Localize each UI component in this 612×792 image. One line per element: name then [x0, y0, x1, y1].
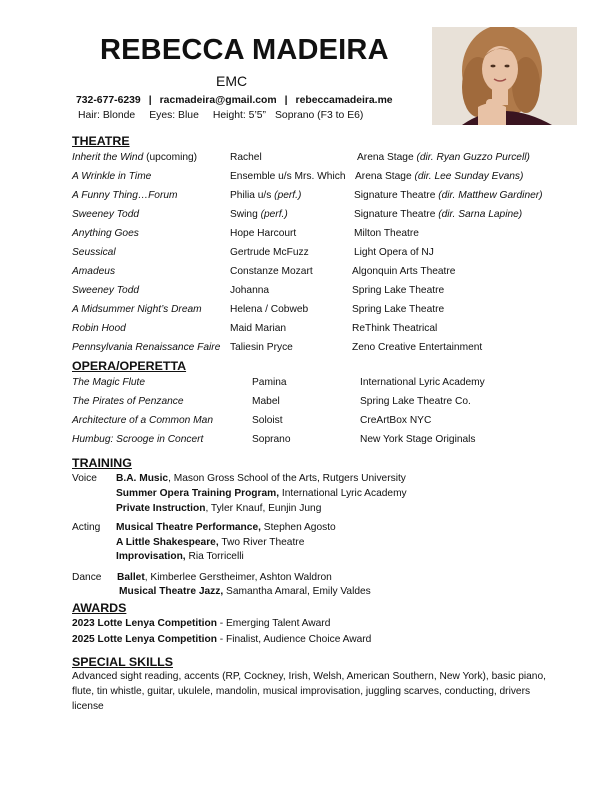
theatre-row — [0, 323, 612, 337]
opera-show: The Magic Flute — [72, 377, 146, 388]
height-stat: Height: 5’5” — [212, 110, 266, 121]
opera-row — [0, 415, 612, 429]
award-item: 2023 Lotte Lenya Competition - Emerging Talent Award — [72, 618, 331, 629]
theatre-venue: Spring Lake Theatre — [352, 304, 445, 315]
theatre-role: Ensemble u/s Mrs. Which — [230, 171, 346, 182]
training-item: A Little Shakespeare, Two River Theatre — [116, 537, 305, 548]
training-item: Private Instruction, Tyler Knauf, Eunjin Jung — [116, 503, 322, 514]
theatre-row — [0, 171, 612, 185]
theatre-venue: Signature Theatre (dir. Matthew Gardiner) — [354, 190, 543, 201]
training-item: Ballet, Kimberlee Gerstheimer, Ashton Waldron — [117, 572, 332, 583]
skills-text-line: license — [72, 701, 104, 712]
theatre-row — [0, 152, 612, 166]
theatre-row — [0, 190, 612, 204]
opera-row — [0, 377, 612, 391]
theatre-role: Rachel — [230, 152, 262, 163]
theatre-show: Robin Hood — [72, 323, 126, 334]
union-status: EMC — [216, 73, 248, 89]
theatre-row — [0, 304, 612, 318]
theatre-show: Anything Goes — [72, 228, 139, 239]
physical-stats — [78, 110, 377, 121]
opera-venue: International Lyric Academy — [360, 377, 485, 388]
opera-show: Humbug: Scrooge in Concert — [72, 434, 204, 445]
eyes-stat: Eyes: Blue — [149, 110, 199, 121]
training-item: Summer Opera Training Program, International Lyric Academy — [116, 488, 407, 499]
theatre-role: Swing (perf.) — [230, 209, 288, 220]
theatre-role: Taliesin Pryce — [230, 342, 293, 353]
theatre-show: Sweeney Todd — [72, 285, 140, 296]
phone-number: 732-677-6239 — [76, 95, 141, 106]
opera-venue: New York Stage Originals — [360, 434, 476, 445]
theatre-show: Pennsylvania Renaissance Faire — [72, 342, 221, 353]
training-acting-label: Acting — [72, 522, 101, 533]
theatre-venue: Light Opera of NJ — [354, 247, 434, 258]
theatre-venue: Arena Stage (dir. Ryan Guzzo Purcell) — [357, 152, 530, 163]
theatre-venue: ReThink Theatrical — [352, 323, 438, 334]
theatre-venue: Algonquin Arts Theatre — [352, 266, 456, 277]
hair-stat: Hair: Blonde — [78, 110, 136, 121]
opera-venue: CreArtBox NYC — [360, 415, 432, 426]
opera-show: Architecture of a Common Man — [72, 415, 213, 426]
theatre-venue: Spring Lake Theatre — [352, 285, 445, 296]
separator: | — [148, 95, 152, 106]
contact-line — [76, 95, 393, 106]
separator: | — [284, 95, 288, 106]
theatre-heading: THEATRE — [72, 134, 130, 148]
opera-role: Soprano — [252, 434, 291, 445]
theatre-show: A Funny Thing…Forum — [72, 190, 178, 201]
theatre-row — [0, 285, 612, 299]
theatre-role: Maid Marian — [230, 323, 287, 334]
headshot-photo — [432, 27, 577, 125]
theatre-show: A Wrinkle in Time — [72, 171, 152, 182]
theatre-show: A Midsummer Night’s Dream — [72, 304, 202, 315]
theatre-row — [0, 228, 612, 242]
theatre-show: Seussical — [72, 247, 116, 258]
theatre-role: Helena / Cobweb — [230, 304, 309, 315]
email-link[interactable]: racmadeira@gmail.com — [159, 95, 277, 106]
theatre-role: Hope Harcourt — [230, 228, 297, 239]
theatre-venue: Milton Theatre — [354, 228, 419, 239]
opera-row — [0, 434, 612, 448]
theatre-venue: Signature Theatre (dir. Sarna Lapine) — [354, 209, 523, 220]
voice-type-stat: Soprano (F3 to E6) — [275, 110, 364, 121]
theatre-row — [0, 247, 612, 261]
skills-text-line: Advanced sight reading, accents (RP, Cockney, Irish, Welsh, American Southern, New York), basic piano, — [72, 671, 546, 682]
resume-name: REBECCA MADEIRA — [100, 34, 389, 66]
training-item: Improvisation, Ria Torricelli — [116, 551, 244, 562]
theatre-show: Inherit the Wind (upcoming) — [72, 152, 198, 163]
theatre-role: Constanze Mozart — [230, 266, 313, 277]
opera-show: The Pirates of Penzance — [72, 396, 184, 407]
training-item: Musical Theatre Jazz, Samantha Amaral, Emily Valdes — [119, 586, 371, 597]
skills-heading: SPECIAL SKILLS — [72, 655, 173, 669]
theatre-row — [0, 266, 612, 280]
theatre-role: Gertrude McFuzz — [230, 247, 309, 258]
theatre-show: Amadeus — [72, 266, 116, 277]
skills-text-line: flute, tin whistle, guitar, ukulele, mandolin, musical improvisation, juggling scarves, conducting, drivers — [72, 686, 531, 697]
opera-role: Pamina — [252, 377, 287, 388]
opera-heading: OPERA/OPERETTA — [72, 359, 187, 373]
theatre-row — [0, 342, 612, 356]
theatre-role: Philia u/s (perf.) — [230, 190, 302, 201]
training-dance-label: Dance — [72, 572, 102, 583]
awards-heading: AWARDS — [72, 601, 127, 615]
theatre-show: Sweeney Todd — [72, 209, 140, 220]
opera-venue: Spring Lake Theatre Co. — [360, 396, 471, 407]
theatre-role: Johanna — [230, 285, 270, 296]
award-item: 2025 Lotte Lenya Competition - Finalist, Audience Choice Award — [72, 634, 372, 645]
training-item: B.A. Music, Mason Gross School of the Arts, Rutgers University — [116, 473, 406, 484]
headshot-illustration — [432, 27, 577, 125]
theatre-row — [0, 209, 612, 223]
training-heading: TRAINING — [72, 456, 132, 470]
opera-role: Mabel — [252, 396, 280, 407]
opera-row — [0, 396, 612, 410]
training-voice-label: Voice — [72, 473, 97, 484]
opera-role: Soloist — [252, 415, 283, 426]
website-link[interactable]: rebeccamadeira.me — [295, 95, 393, 106]
theatre-venue: Zeno Creative Entertainment — [352, 342, 483, 353]
theatre-venue: Arena Stage (dir. Lee Sunday Evans) — [355, 171, 524, 182]
training-item: Musical Theatre Performance, Stephen Agosto — [116, 522, 336, 533]
